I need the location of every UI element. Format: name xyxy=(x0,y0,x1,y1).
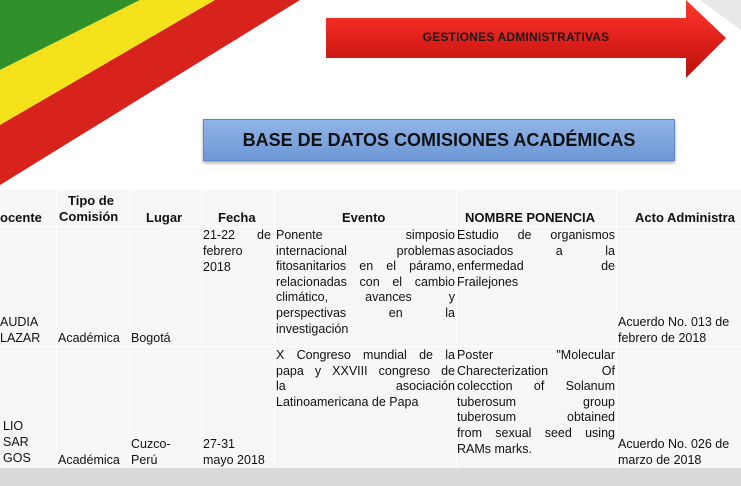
header-ponencia: NOMBRE PONENCIA xyxy=(465,210,596,225)
row1-tipo: Académica xyxy=(58,331,120,345)
row2-docente-line3: GOS xyxy=(3,451,31,465)
header-docente: ocente xyxy=(0,210,42,225)
header-evento: Evento xyxy=(342,210,386,225)
row1-evento: Ponente simposio internacional problemas fitosanitarios en el páramo, relacionadas con el cambio climático, avances y perspectivas en la investigación xyxy=(276,228,455,336)
row2-docente-line2: SAR xyxy=(3,435,29,449)
row2-ponencia: Poster "Molecular Charecterization Of colecction of Solanum tuberosum group tuberosum obtained from sexual seed using RAMs marks. xyxy=(457,348,615,456)
row1-acto-line2: febrero de 2018 xyxy=(618,331,707,345)
row1-fecha-de: de xyxy=(257,228,271,242)
row1-ponencia: Estudio de organismos asociados a la enfermedad de Frailejones xyxy=(457,228,615,289)
row1-fecha-line1: 21-22 xyxy=(203,228,235,242)
row1-lugar: Bogotá xyxy=(131,331,171,345)
banner-title: GESTIONES ADMINISTRATIVAS xyxy=(422,30,610,44)
section-title: BASE DE DATOS COMISIONES ACADÉMICAS xyxy=(203,119,675,161)
row1-fecha-line3: 2018 xyxy=(203,260,231,274)
row1-docente-line1: AUDIA xyxy=(0,315,39,329)
header-lugar: Lugar xyxy=(146,210,183,225)
row2-acto-line1: Acuerdo No. 026 de xyxy=(618,437,730,451)
row2-evento: X Congreso mundial de la papa y XXVIII congreso de la asociación Latinoamericana de Papa xyxy=(276,348,455,409)
header-fecha: Fecha xyxy=(218,210,256,225)
row1-acto-line1: Acuerdo No. 013 de xyxy=(618,315,730,329)
header-acto: Acto Administra xyxy=(635,210,735,225)
gestiones-banner xyxy=(326,0,726,78)
row1-fecha-line2: febrero xyxy=(203,244,243,258)
row2-docente-line1: LIO xyxy=(3,419,24,433)
row2-acto-line2: marzo de 2018 xyxy=(618,453,702,467)
row2-tipo: Académica xyxy=(58,453,120,467)
footer-bar xyxy=(0,468,741,486)
header-tipo-line1: Tipo de xyxy=(68,193,114,208)
row2-lugar-line2: Perú xyxy=(131,453,158,467)
row2-lugar-line1: Cuzco- xyxy=(131,437,171,451)
header-tipo-line2: Comisión xyxy=(59,209,119,224)
row1-docente-line2: LAZAR xyxy=(0,331,41,345)
row2-fecha-line2: mayo 2018 xyxy=(203,453,265,467)
row2-fecha-line1: 27-31 xyxy=(203,437,235,451)
